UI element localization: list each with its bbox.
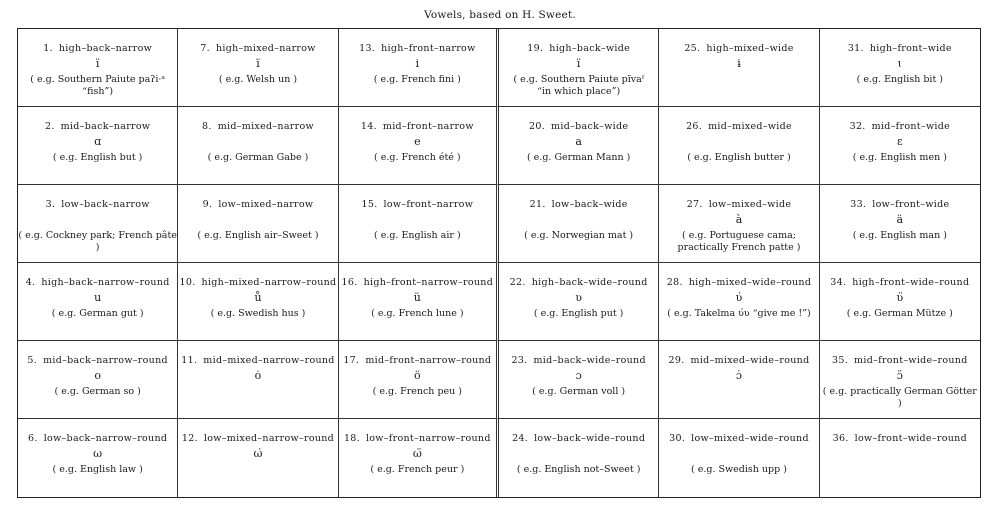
vowel-example: ( e.g. Welsh un ) <box>218 73 298 85</box>
vowel-name: mid–front–narrow <box>382 121 474 132</box>
vowel-label <box>848 43 952 55</box>
vowel-label <box>850 199 949 211</box>
vowel-example: ( e.g. German Mütze ) <box>846 307 953 319</box>
vowel-label <box>686 121 792 133</box>
vowel-name: low–mixed–narrow–round <box>203 433 335 444</box>
vowel-cell <box>820 419 980 497</box>
vowel-label <box>684 43 793 55</box>
vowel-number: 18. <box>343 433 360 444</box>
vowel-symbol: ɛ <box>896 134 903 148</box>
vowel-cell <box>820 185 980 263</box>
vowel-name: high–front–narrow–round <box>363 277 494 288</box>
vowel-label <box>359 43 475 55</box>
vowel-cell <box>339 419 499 497</box>
page-title: Vowels, based on H. Sweet. <box>424 9 576 21</box>
vowel-example: ( e.g. Cockney park; French pâte ) <box>18 229 177 253</box>
vowel-name: high–front–wide–round <box>852 277 970 288</box>
vowel-label <box>43 43 152 55</box>
vowel-cell <box>339 341 499 419</box>
vowel-name: high–front–narrow <box>381 43 476 54</box>
vowel-symbol: i <box>415 56 420 70</box>
vowel-example: ( e.g. English men ) <box>852 151 947 163</box>
vowel-symbol: a <box>575 134 582 148</box>
vowel-number: 7. <box>200 43 210 54</box>
vowel-name: high–mixed–narrow–round <box>201 277 337 288</box>
vowel-number: 17. <box>343 355 360 366</box>
vowel-symbol: ü <box>413 290 421 304</box>
vowel-number: 30. <box>669 433 686 444</box>
vowel-symbol: à <box>735 212 743 226</box>
vowel-cell <box>659 107 819 185</box>
vowel-number: 29. <box>668 355 685 366</box>
vowel-cell <box>659 419 819 497</box>
vowel-name: mid–back–narrow <box>60 121 151 132</box>
vowel-example: ( e.g. French peu ) <box>372 385 462 397</box>
vowel-name: high–back–wide–round <box>531 277 648 288</box>
vowel-symbol: e <box>414 134 421 148</box>
vowel-example: ( e.g. English man ) <box>852 229 947 241</box>
vowel-example: ( e.g. Southern Paiute paʔi·ᵃ “fish”) <box>30 73 166 97</box>
vowel-name: mid–back–narrow–round <box>43 355 168 366</box>
vowel-cell <box>820 341 980 419</box>
vowel-symbol: ω <box>93 446 103 460</box>
vowel-symbol: ʋ̈ <box>896 290 904 304</box>
vowel-label <box>202 121 314 133</box>
vowel-cell <box>499 29 659 107</box>
vowel-example: ( e.g. French lune ) <box>371 307 464 319</box>
vowel-label <box>28 433 167 445</box>
vowel-number: 13. <box>359 43 376 54</box>
vowel-label <box>832 355 968 367</box>
vowel-symbol: ɩ <box>897 56 902 70</box>
vowel-cell <box>499 185 659 263</box>
vowel-number: 27. <box>686 199 703 210</box>
vowel-cell <box>499 341 659 419</box>
vowel-example: ( e.g. German so ) <box>54 385 141 397</box>
vowel-name: high–mixed–wide <box>706 43 794 54</box>
vowel-number: 22. <box>509 277 526 288</box>
vowel-number: 34. <box>830 277 847 288</box>
vowel-number: 1. <box>43 43 53 54</box>
vowel-number: 3. <box>45 199 56 210</box>
vowel-label <box>361 121 474 133</box>
vowel-example: ( e.g. German Mann ) <box>526 151 631 163</box>
vowel-symbol: ʋ <box>575 290 582 304</box>
vowel-symbol: ö <box>414 368 421 382</box>
vowel-label <box>669 355 810 367</box>
vowel-name: high–front–wide <box>869 43 952 54</box>
vowel-cell <box>499 263 659 341</box>
vowel-name: low–mixed–wide–round <box>691 433 809 444</box>
vowel-cell <box>659 185 819 263</box>
vowel-cell <box>18 419 178 497</box>
vowel-label <box>26 277 170 289</box>
vowel-name: low–mixed–wide <box>708 199 792 210</box>
vowel-example: ( e.g. French été ) <box>374 151 461 163</box>
vowel-cell <box>659 29 819 107</box>
vowel-cell <box>820 263 980 341</box>
vowel-symbol: ä <box>896 212 904 226</box>
vowel-example: ( e.g. Portuguese cama; practically French patte ) <box>677 229 801 253</box>
vowel-name: low–back–wide <box>551 199 628 210</box>
vowel-name: mid–back–wide <box>551 121 629 132</box>
vowel-cell <box>659 263 819 341</box>
vowel-symbol: ï <box>256 56 260 70</box>
vowel-example: ( e.g. Swedish hus ) <box>210 307 306 319</box>
vowel-example: ( e.g. French fini ) <box>373 73 461 85</box>
vowel-name: mid–front–wide–round <box>854 355 968 366</box>
vowel-cell <box>659 341 819 419</box>
vowel-example: ( e.g. practically German Götter ) <box>822 385 977 409</box>
vowel-symbol: ɔ̈ <box>896 368 903 382</box>
vowel-example: ( e.g. English butter ) <box>687 151 791 163</box>
vowel-cell <box>178 419 338 497</box>
vowel-name: high–back–narrow–round <box>41 277 170 288</box>
vowel-example: ( e.g. English not–Sweet ) <box>516 463 641 475</box>
vowel-number: 24. <box>512 433 529 444</box>
vowel-number: 16. <box>341 277 358 288</box>
vowel-symbol: ï <box>95 56 100 70</box>
vowel-symbol: ω̇ <box>253 446 263 460</box>
vowel-example: ( e.g. German Gabe ) <box>207 151 309 163</box>
vowel-name: low–back–narrow <box>61 199 150 210</box>
vowel-symbol: ʋ̇ <box>735 290 743 304</box>
vowel-name: low–front–narrow <box>383 199 474 210</box>
vowel-example: ( e.g. Southern Paiute pïvaᶠ “in which place”) <box>513 73 644 97</box>
vowel-label <box>46 199 150 211</box>
vowel-name: low–front–wide–round <box>854 433 967 444</box>
vowel-label <box>181 355 334 367</box>
vowel-symbol: ɨ <box>737 56 741 70</box>
vowel-name: low–front–wide <box>872 199 950 210</box>
vowel-label <box>510 277 648 289</box>
vowel-number: 26. <box>686 121 703 132</box>
vowel-number: 6. <box>28 433 38 444</box>
vowel-number: 36. <box>832 433 849 444</box>
vowel-symbol: u <box>94 290 102 304</box>
vowel-label <box>687 199 792 211</box>
vowel-cell <box>18 29 178 107</box>
vowel-number: 21. <box>529 199 546 210</box>
vowel-number: 19. <box>527 43 544 54</box>
vowel-cell <box>339 107 499 185</box>
vowel-number: 8. <box>202 121 212 132</box>
vowel-symbol: o <box>94 368 101 382</box>
vowel-label <box>344 433 491 445</box>
vowel-label <box>200 43 315 55</box>
vowel-name: mid–front–narrow–round <box>365 355 492 366</box>
vowel-cell <box>18 107 178 185</box>
vowel-label <box>203 199 314 211</box>
vowel-cell <box>18 341 178 419</box>
vowel-example: ( e.g. English air ) <box>373 229 461 241</box>
vowel-name: high–mixed–wide–round <box>688 277 812 288</box>
vowel-example: ( e.g. Norwegian mat ) <box>524 229 634 241</box>
vowel-symbol: ů <box>254 290 262 304</box>
vowel-cell <box>339 263 499 341</box>
vowel-number: 14. <box>360 121 377 132</box>
vowel-number: 23. <box>511 355 528 366</box>
vowel-cell <box>339 185 499 263</box>
vowel-cell <box>499 419 659 497</box>
vowel-example: ( e.g. English air–Sweet ) <box>197 229 319 241</box>
vowel-number: 2. <box>44 121 55 132</box>
vowel-number: 11. <box>181 355 198 366</box>
vowel-label <box>362 199 474 211</box>
vowel-number: 28. <box>666 277 683 288</box>
vowel-number: 33. <box>850 199 867 210</box>
vowel-example: ( e.g. Takelma ʋ́ʋ “give me !”) <box>667 307 811 319</box>
vowel-label <box>667 277 811 289</box>
vowel-symbol: ω̈ <box>412 446 422 460</box>
vowel-number: 12. <box>181 433 198 444</box>
vowel-name: mid–back–wide–round <box>533 355 646 366</box>
vowel-cell <box>820 107 980 185</box>
vowel-symbol: ɔ <box>575 368 582 382</box>
vowel-label <box>527 43 630 55</box>
vowel-example: ( e.g. German gut ) <box>51 307 144 319</box>
vowel-label <box>45 121 150 133</box>
vowel-name: mid–mixed–wide–round <box>690 355 810 366</box>
vowel-symbol: ȯ <box>254 368 262 382</box>
vowel-cell <box>178 107 338 185</box>
vowel-example: ( e.g. English put ) <box>533 307 624 319</box>
vowel-name: high–back–narrow <box>58 43 153 54</box>
vowel-name: mid–mixed–wide <box>708 121 792 132</box>
vowel-number: 10. <box>179 277 196 288</box>
vowel-symbol: ɑ <box>94 134 102 148</box>
vowel-name: mid–front–wide <box>871 121 951 132</box>
vowel-label <box>27 355 167 367</box>
vowel-cell <box>18 263 178 341</box>
vowel-label <box>180 277 337 289</box>
vowel-number: 20. <box>529 121 546 132</box>
vowel-number: 9. <box>202 199 213 210</box>
vowel-number: 32. <box>849 121 866 132</box>
vowel-name: low–back–wide–round <box>534 433 646 444</box>
vowel-symbol: ï <box>576 56 581 70</box>
vowel-label <box>182 433 334 445</box>
vowel-name: high–back–wide <box>549 43 631 54</box>
vowel-cell <box>499 107 659 185</box>
vowel-example: ( e.g. English but ) <box>52 151 143 163</box>
vowel-name: low–mixed–narrow <box>218 199 314 210</box>
vowel-table <box>17 28 981 498</box>
vowel-name: mid–mixed–narrow <box>217 121 314 132</box>
vowel-number: 25. <box>684 43 701 54</box>
vowel-label <box>511 355 645 367</box>
vowel-example: ( e.g. Swedish upp ) <box>691 463 787 475</box>
vowel-cell <box>820 29 980 107</box>
vowel-cell <box>339 29 499 107</box>
vowel-number: 15. <box>361 199 378 210</box>
vowel-number: 31. <box>847 43 864 54</box>
vowel-name: high–mixed–narrow <box>215 43 316 54</box>
vowel-label <box>343 355 491 367</box>
vowel-number: 5. <box>27 355 38 366</box>
vowel-example: ( e.g. French peur ) <box>370 463 465 475</box>
vowel-cell <box>18 185 178 263</box>
vowel-label <box>530 199 628 211</box>
vowel-symbol: ɔ̇ <box>735 368 743 382</box>
vowel-label <box>529 121 628 133</box>
vowel-label <box>833 433 967 445</box>
vowel-label <box>850 121 950 133</box>
vowel-number: 4. <box>25 277 36 288</box>
vowel-label <box>512 433 645 445</box>
vowel-cell <box>178 263 338 341</box>
vowel-example: ( e.g. German voll ) <box>532 385 626 397</box>
vowel-name: mid–mixed–narrow–round <box>203 355 335 366</box>
vowel-name: low–back–narrow–round <box>43 433 168 444</box>
vowel-label <box>342 277 494 289</box>
vowel-name: low–front–narrow–round <box>365 433 491 444</box>
vowel-cell <box>178 185 338 263</box>
vowel-cell <box>178 29 338 107</box>
vowel-label <box>669 433 809 445</box>
vowel-example: ( e.g. English bit ) <box>856 73 944 85</box>
vowel-number: 35. <box>832 355 849 366</box>
vowel-label <box>830 277 969 289</box>
vowel-example: ( e.g. English law ) <box>52 463 143 475</box>
vowel-cell <box>178 341 338 419</box>
